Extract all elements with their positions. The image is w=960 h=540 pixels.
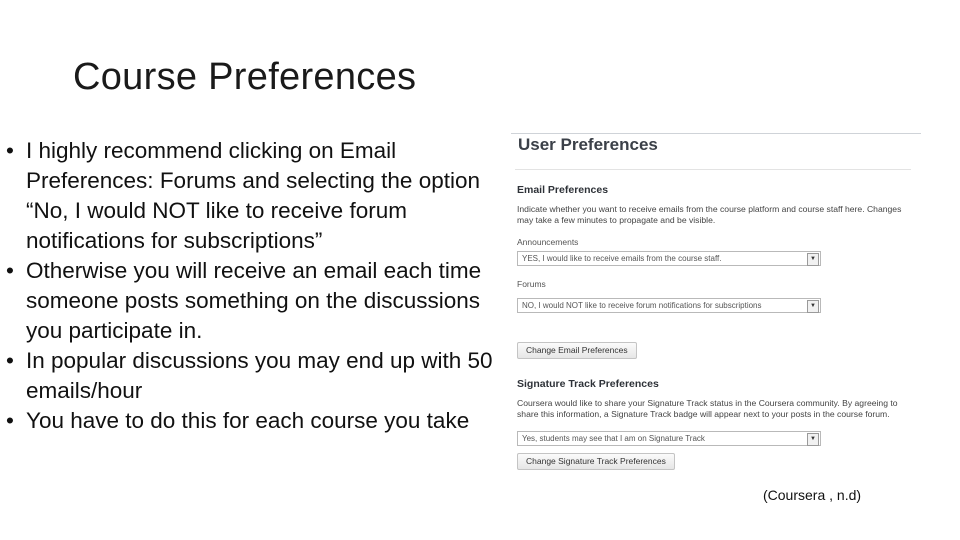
bullet-dot: •	[6, 348, 14, 373]
user-preferences-screenshot	[511, 129, 921, 474]
bullet-item	[6, 346, 496, 406]
announcements-label: Announcements	[517, 237, 579, 247]
bullet-text: You have to do this for each course you take	[26, 408, 470, 433]
email-preferences-description: Indicate whether you want to receive emails from the course platform and course staff here. Changes may take a few minutes to propagate and be visible.	[517, 204, 902, 225]
bullet-text: Otherwise you will receive an email each time someone posts something on the discussions you participate in.	[26, 258, 482, 343]
bullet-item	[6, 256, 496, 346]
bullet-dot: •	[6, 258, 14, 283]
user-preferences-title: User Preferences	[518, 135, 658, 154]
divider	[515, 169, 911, 170]
citation: (Coursera , n.d)	[763, 487, 862, 503]
forums-select-value: NO, I would NOT like to receive forum notifications for subscriptions	[522, 301, 762, 310]
bullet-item	[6, 136, 496, 256]
bullet-dot: •	[6, 408, 14, 433]
change-signature-track-preferences-button[interactable]: Change Signature Track Preferences	[517, 453, 675, 470]
chevron-down-icon[interactable]: ▼	[807, 433, 819, 446]
bullet-item	[6, 406, 496, 436]
chevron-down-icon[interactable]: ▼	[807, 300, 819, 313]
email-preferences-title: Email Preferences	[517, 184, 609, 196]
signature-track-select[interactable]	[517, 431, 821, 446]
forums-select[interactable]	[517, 298, 821, 313]
slide-title: Course Preferences	[73, 56, 417, 98]
announcements-select[interactable]	[517, 251, 821, 266]
bullet-text: I highly recommend clicking on Email Preferences: Forums and selecting the option “No, I would NOT like to receive forum notifications for subscriptions”	[26, 138, 480, 253]
bullet-text: In popular discussions you may end up with 50 emails/hour	[26, 348, 493, 403]
change-email-preferences-button[interactable]: Change Email Preferences	[517, 342, 637, 359]
chevron-down-icon[interactable]: ▼	[807, 253, 819, 266]
announcements-select-value: YES, I would like to receive emails from the course staff.	[522, 254, 722, 263]
signature-track-select-value: Yes, students may see that I am on Signature Track	[522, 434, 705, 443]
signature-track-preferences-title: Signature Track Preferences	[517, 378, 659, 390]
forums-label: Forums	[517, 279, 546, 289]
divider	[511, 133, 921, 134]
signature-track-description: Coursera would like to share your Signature Track status in the Coursera community. By agreeing to share this information, a Signature Track badge will appear next to your posts in the course forum.	[517, 398, 898, 419]
bullet-dot: •	[6, 138, 14, 163]
bullet-list	[6, 136, 496, 436]
